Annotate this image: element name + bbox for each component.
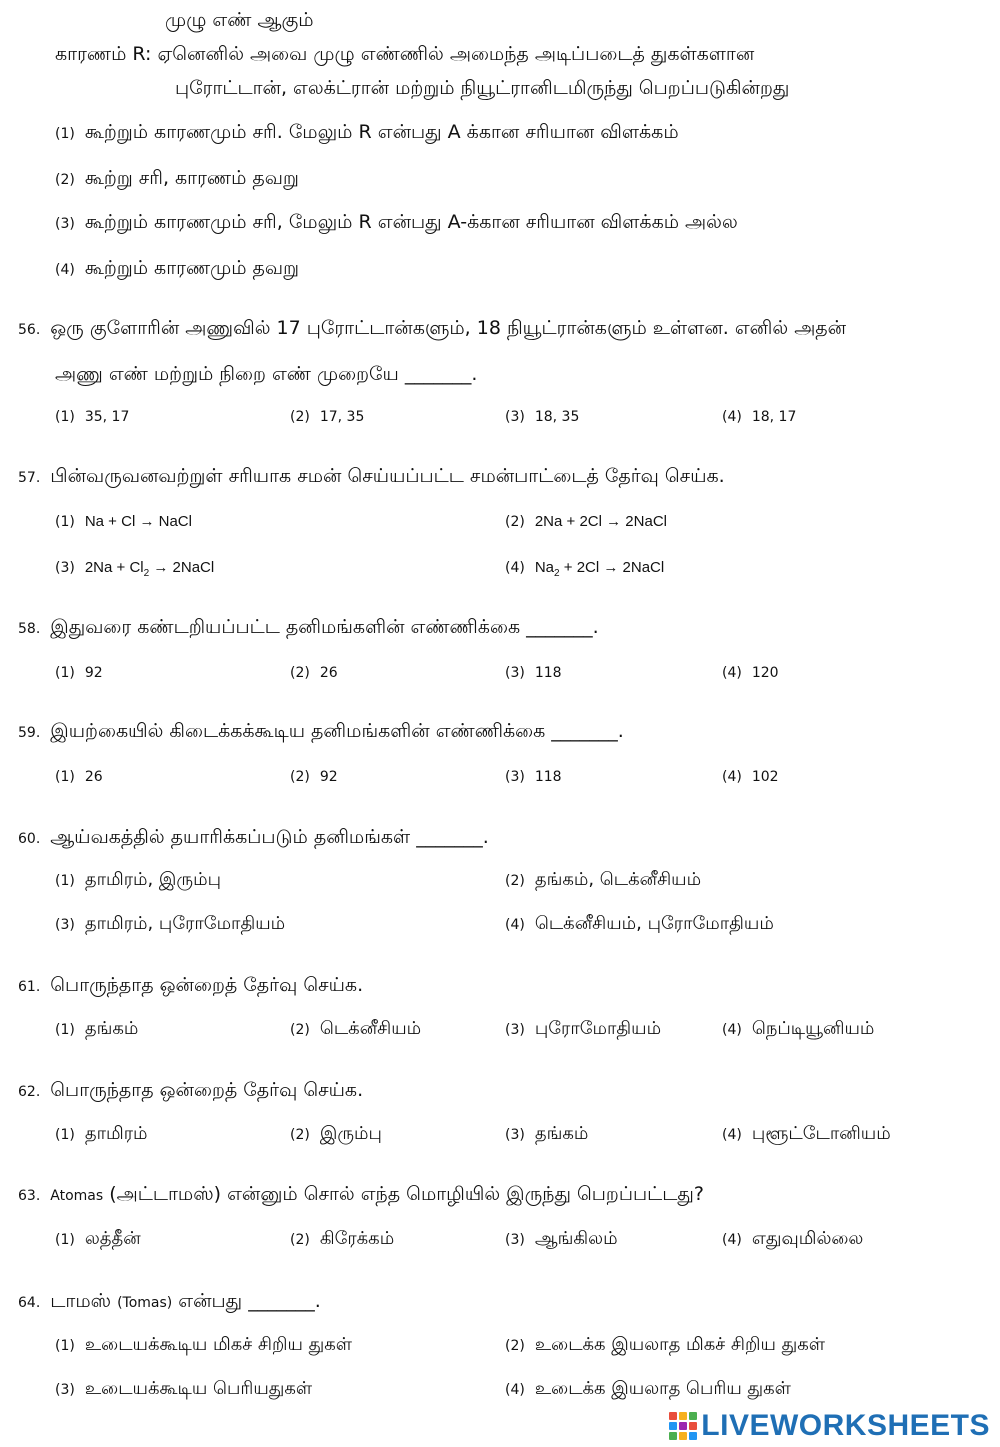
q61-option-1[interactable]: (1) தங்கம் (55, 1018, 139, 1039)
brand-text: LIVEWORKSHEETS (701, 1409, 990, 1442)
q57-option-3[interactable]: (3) $2Na + Cl_2$ → 2NaCl (55, 559, 215, 579)
q62-option-1[interactable]: (1) தாமிரம் (55, 1123, 148, 1144)
intro-option-2: (2) கூற்று சரி, காரணம் தவறு (55, 167, 299, 189)
intro-line1: முழு எண் ஆகும் (165, 9, 314, 31)
q60-option-2[interactable]: (2) தங்கம், டெக்னீசியம் (505, 869, 702, 890)
q64-option-4[interactable]: (4) உடைக்க இயலாத பெரிய துகள் (505, 1378, 791, 1399)
reason-line2: புரோட்டான், எலக்ட்ரான் மற்றும் நியூட்ரானிடமிருந்து பெறப்படுகின்றது (175, 77, 790, 99)
question-58-text: இதுவரை கண்டறியப்பட்ட தனிமங்களின் எண்ணிக்கை _______. (50, 616, 599, 638)
q58-option-4[interactable]: (4) 120 (722, 665, 779, 681)
q63-option-4[interactable]: (4) எதுவுமில்லை (722, 1228, 864, 1249)
question-60-text: ஆய்வகத்தில் தயாரிக்கப்படும் தனிமங்கள் _______. (50, 826, 489, 848)
question-58: 58. இதுவரை கண்டறியப்பட்ட தனிமங்களின் எண்ணிக்கை _______. (18, 616, 599, 638)
q62-option-3[interactable]: (3) தங்கம் (505, 1123, 589, 1144)
question-57-text: பின்வருவனவற்றுள் சரியாக சமன் செய்யப்பட்ட சமன்பாட்டைத் தேர்வு செய்க. (50, 465, 725, 487)
q62-option-2[interactable]: (2) இரும்பு (290, 1123, 382, 1144)
q61-option-2[interactable]: (2) டெக்னீசியம் (290, 1018, 422, 1039)
q57-option-2[interactable]: (2) 2Na + 2Cl → 2NaCl (505, 513, 667, 530)
question-63-text: (அட்டாமஸ்) என்னும் சொல் எந்த மொழியில் இருந்து பெறப்பட்டது? (109, 1183, 704, 1205)
q59-option-3[interactable]: (3) 118 (505, 769, 562, 785)
q58-option-1[interactable]: (1) 92 (55, 665, 103, 681)
reason-text1: ஏனெனில் அவை முழு எண்ணில் அமைந்த அடிப்படைத் துகள்களான (157, 43, 755, 65)
q63-option-1[interactable]: (1) லத்தீன் (55, 1228, 141, 1249)
question-56-text: ஒரு குளோரின் அணுவில் 17 புரோட்டான்களும், 18 நியூட்ரான்களும் உள்ளன. எனில் அதன் (50, 317, 847, 339)
q57-option-4[interactable]: (4) $Na_2 + 2Cl$ → 2NaCl (505, 559, 665, 579)
liveworksheets-logo[interactable] (669, 1408, 990, 1444)
question-61: 61. பொருந்தாத ஒன்றைத் தேர்வு செய்க. (18, 974, 364, 996)
question-59-text: இயற்கையில் கிடைக்கக்கூடிய தனிமங்களின் எண்ணிக்கை _______. (50, 720, 624, 742)
q61-option-4[interactable]: (4) நெப்டியூனியம் (722, 1018, 875, 1039)
question-62-text: பொருந்தாத ஒன்றைத் தேர்வு செய்க. (50, 1079, 364, 1101)
q59-option-4[interactable]: (4) 102 (722, 769, 779, 785)
q56-option-2[interactable]: (2) 17, 35 (290, 409, 365, 425)
question-63: 63. Atomas (அட்டாமஸ்) என்னும் சொல் எந்த மொழியில் இருந்து பெறப்பட்டது? (18, 1183, 704, 1205)
question-62: 62. பொருந்தாத ஒன்றைத் தேர்வு செய்க. (18, 1079, 364, 1101)
q58-option-3[interactable]: (3) 118 (505, 665, 562, 681)
question-56: 56. ஒரு குளோரின் அணுவில் 17 புரோட்டான்களும், 18 நியூட்ரான்களும் உள்ளன. எனில் அதன் (18, 317, 847, 339)
q61-option-3[interactable]: (3) புரோமோதியம் (505, 1018, 662, 1039)
question-61-text: பொருந்தாத ஒன்றைத் தேர்வு செய்க. (50, 974, 364, 996)
intro-option-1: (1) கூற்றும் காரணமும் சரி. மேலும் R என்பது A க்கான சரியான விளக்கம் (55, 121, 679, 143)
question-64-text: என்பது _______. (178, 1290, 321, 1312)
intro-option-3: (3) கூற்றும் காரணமும் சரி, மேலும் R என்பது A-க்கான சரியான விளக்கம் அல்ல (55, 211, 738, 233)
q57-option-1[interactable]: (1) Na + Cl → NaCl (55, 513, 192, 530)
intro-option-4: (4) கூற்றும் காரணமும் தவறு (55, 257, 299, 279)
question-64-latin: (Tomas) (117, 1295, 173, 1311)
q59-option-2[interactable]: (2) 92 (290, 769, 338, 785)
reason-line1 (55, 42, 754, 66)
question-57: 57. பின்வருவனவற்றுள் சரியாக சமன் செய்யப்பட்ட சமன்பாட்டைத் தேர்வு செய்க. (18, 465, 725, 487)
q63-option-3[interactable]: (3) ஆங்கிலம் (505, 1228, 618, 1249)
q63-option-2[interactable]: (2) கிரேக்கம் (290, 1228, 395, 1249)
q56-option-4[interactable]: (4) 18, 17 (722, 409, 797, 425)
question-64-pre: டாமஸ் (50, 1290, 112, 1312)
q60-option-1[interactable]: (1) தாமிரம், இரும்பு (55, 869, 221, 890)
question-59: 59. இயற்கையில் கிடைக்கக்கூடிய தனிமங்களின் எண்ணிக்கை _______. (18, 720, 624, 742)
q62-option-4[interactable]: (4) புளூட்டோனியம் (722, 1123, 891, 1144)
q59-option-1[interactable]: (1) 26 (55, 769, 103, 785)
q60-option-4[interactable]: (4) டெக்னீசியம், புரோமோதியம் (505, 913, 774, 934)
q64-option-3[interactable]: (3) உடையக்கூடிய பெரியதுகள் (55, 1378, 313, 1399)
q58-option-2[interactable]: (2) 26 (290, 665, 338, 681)
q64-option-1[interactable]: (1) உடையக்கூடிய மிகச் சிறிய துகள் (55, 1334, 353, 1355)
question-56-line2: அணு எண் மற்றும் நிறை எண் முறையே _______. (55, 363, 478, 385)
colored-squares-icon (669, 1412, 697, 1440)
q64-option-2[interactable]: (2) உடைக்க இயலாத மிகச் சிறிய துகள் (505, 1334, 826, 1355)
question-60: 60. ஆய்வகத்தில் தயாரிக்கப்படும் தனிமங்கள் _______. (18, 826, 489, 848)
question-63-latin: Atomas (50, 1188, 104, 1204)
question-64: 64. டாமஸ் (Tomas) என்பது _______. (18, 1290, 321, 1312)
reason-label: காரணம் R: (55, 43, 152, 65)
q56-option-3[interactable]: (3) 18, 35 (505, 409, 580, 425)
q60-option-3[interactable]: (3) தாமிரம், புரோமோதியம் (55, 913, 286, 934)
q56-option-1[interactable]: (1) 35, 17 (55, 409, 130, 425)
